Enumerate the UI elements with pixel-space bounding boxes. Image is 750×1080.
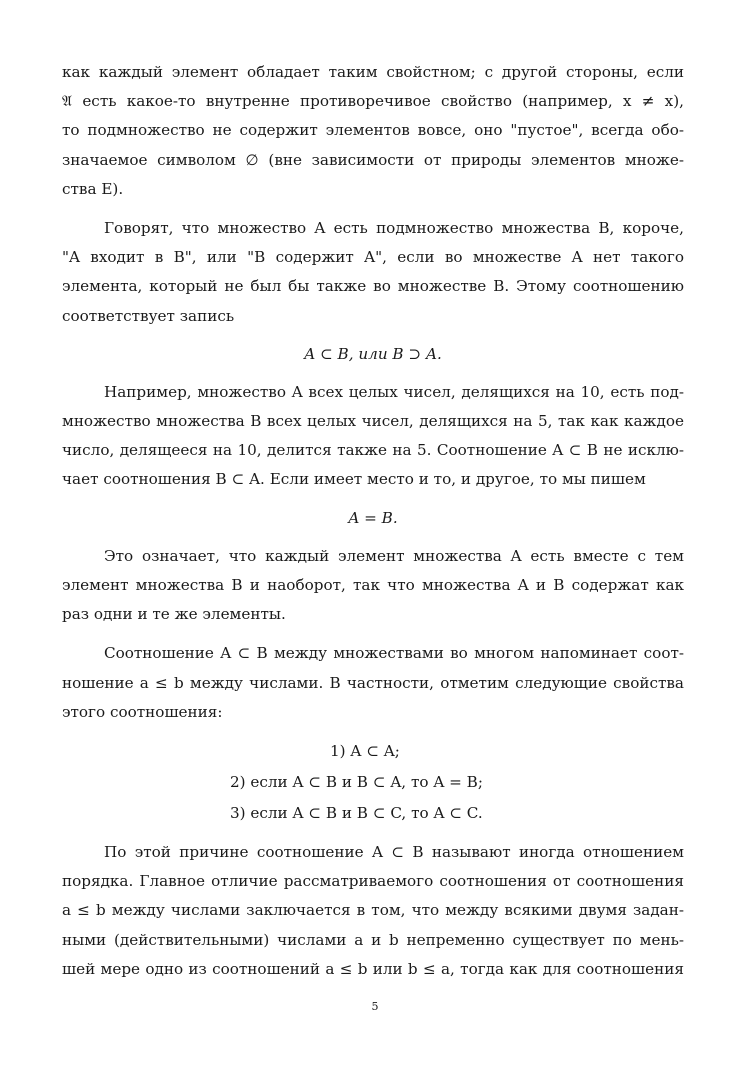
text-line: порядка. Главное отличие рассматриваемого соотношения от соотношения [62, 872, 684, 891]
text-line: "A входит в B", или "B содержит A", если во множестве A нет такого [62, 248, 684, 267]
paragraph-3 [62, 378, 684, 495]
spacer [62, 204, 684, 214]
text-line: 𝔄 есть какое-то внутренне противоречивое свойство (например, x ≠ x), [62, 92, 684, 111]
text-line: то подмножество не содержит элементов вовсе, оно "пустое", всегда обо- [62, 121, 684, 140]
text-line: a ≤ b между числами заключается в том, что между всякими двумя задан- [62, 901, 684, 920]
text-line: раз одни и те же элементы. [62, 605, 286, 624]
page-body [62, 58, 684, 984]
text-line: число, делящееся на 10, делится также на 5. Соотношение A ⊂ B не исклю- [62, 441, 684, 460]
text-line: значаемое символом ∅ (вне зависимости от природы элементов множе- [62, 150, 684, 169]
property-item: 2) если A ⊂ B и B ⊂ A, то A = B; [230, 772, 483, 791]
page-number: 5 [371, 1000, 379, 1013]
property-item: 1) A ⊂ A; [330, 741, 400, 760]
paragraph-6 [62, 838, 684, 984]
text-line: элемента, который не был бы также во множестве B. Этому соотношению [62, 277, 684, 296]
paragraph-5 [62, 639, 684, 727]
text-line: По этой причине соотношение A ⊂ B называют иногда отношением [104, 842, 684, 861]
text-line: ными (действительными) числами a и b непременно существует по мень- [62, 930, 684, 949]
text-line: Например, множество A всех целых чисел, делящихся на 10, есть под- [104, 382, 684, 401]
formula-equality: A = B. [348, 508, 398, 527]
text-line: Говорят, что множество A есть подмножество множества B, короче, [104, 218, 684, 237]
text-line: Это означает, что каждый элемент множества A есть вместе с тем [104, 546, 684, 565]
spacer [62, 629, 684, 639]
text-line: элемент множества B и наоборот, так что множества A и B содержат как [62, 576, 684, 594]
text-line: этого соотношения: [62, 702, 223, 721]
text-line: Соотношение A ⊂ B между множествами во многом напоминает соот- [104, 644, 684, 663]
formula-subset: A ⊂ B, или B ⊃ A. [304, 344, 442, 363]
text-line: шей мере одно из соотношений a ≤ b или b ≤ a, тогда как для соотношения [62, 959, 684, 978]
paragraph-2 [62, 214, 684, 331]
properties-list [62, 736, 684, 829]
paragraph-1 [62, 58, 684, 204]
text-line: соответствует запись [62, 306, 235, 325]
text-line: чает соотношения B ⊂ A. Если имеет место и то, и другое, то мы пишем [62, 470, 646, 489]
text-line: множество множества B всех целых чисел, делящихся на 5, так как каждое [62, 412, 684, 431]
text-line: как каждый элемент обладает таким свойстном; с другой стороны, если [62, 63, 684, 81]
paragraph-4 [62, 542, 684, 630]
text-line: ства E). [62, 179, 124, 198]
text-line: ношение a ≤ b между числами. В частности, отметим следующие свойства [62, 673, 684, 692]
property-item: 3) если A ⊂ B и B ⊂ C, то A ⊂ C. [230, 803, 483, 822]
